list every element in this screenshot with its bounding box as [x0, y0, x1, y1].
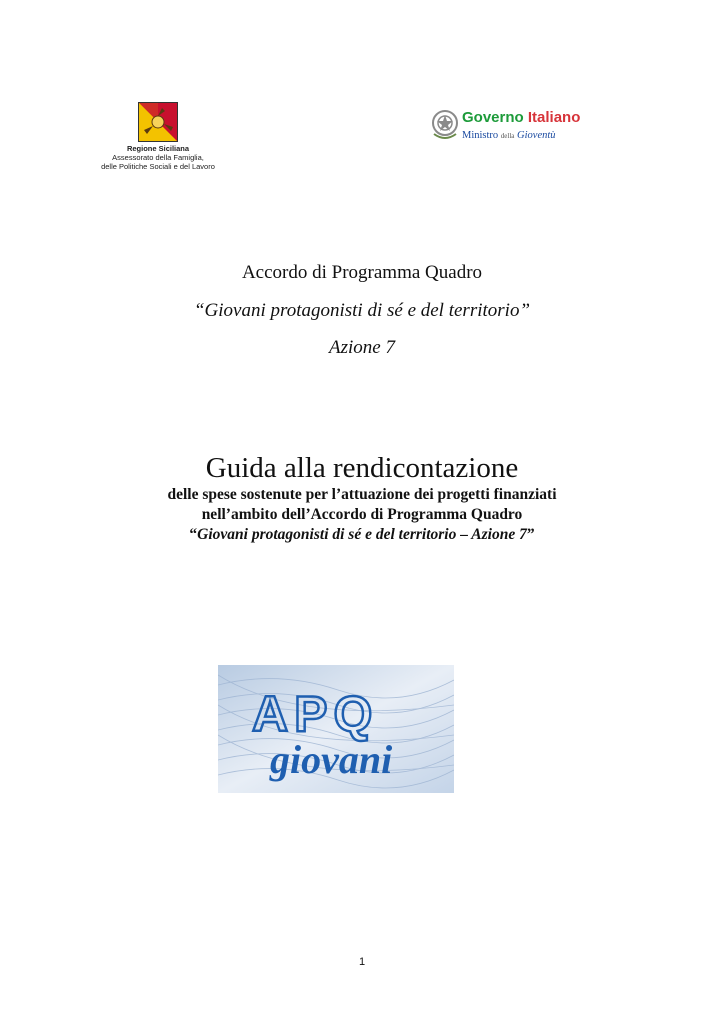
guide-project-name: Giovani protagonisti di sé e del territorio – Azione 7 [197, 526, 527, 543]
azione-label: Azione 7 [329, 337, 395, 358]
project-title: “Giovani protagonisti di sé e del territorio” [193, 300, 531, 321]
regione-name: Regione Siciliana [126, 144, 190, 153]
italiano-word: Italiano [527, 109, 581, 126]
guide-subtitle-line3 [0, 526, 724, 544]
page-number: 1 [358, 956, 366, 968]
italian-republic-emblem-icon [430, 106, 460, 142]
ministro-word: Ministro [462, 130, 499, 141]
guide-subtitle-line1: delle spese sostenute per l’attuazione dei progetti finanziati [167, 486, 557, 503]
apq-heading: Accordo di Programma Quadro [241, 262, 483, 283]
apq-giovani-logo [218, 665, 454, 793]
open-quote: “ [189, 526, 198, 543]
della-word: della [500, 132, 515, 140]
assessorato-line: Assessorato della Famiglia, [112, 153, 204, 162]
guide-title: Guida alla rendicontazione [205, 452, 519, 484]
close-quote: ” [526, 526, 535, 543]
politiche-line: delle Politiche Sociali e del Lavoro [101, 162, 215, 171]
regione-siciliana-caption [60, 144, 256, 171]
gioventu-word: Gioventù [517, 130, 556, 141]
governo-italiano-logo [462, 110, 580, 143]
trinacria-emblem-icon [138, 102, 178, 142]
giovani-logo-text: giovani [270, 737, 393, 782]
governo-word: Governo [462, 109, 524, 126]
apq-logo-text: APQ [252, 686, 379, 742]
guide-subtitle-line2: nell’ambito dell’Accordo di Programma Quadro [201, 506, 523, 523]
